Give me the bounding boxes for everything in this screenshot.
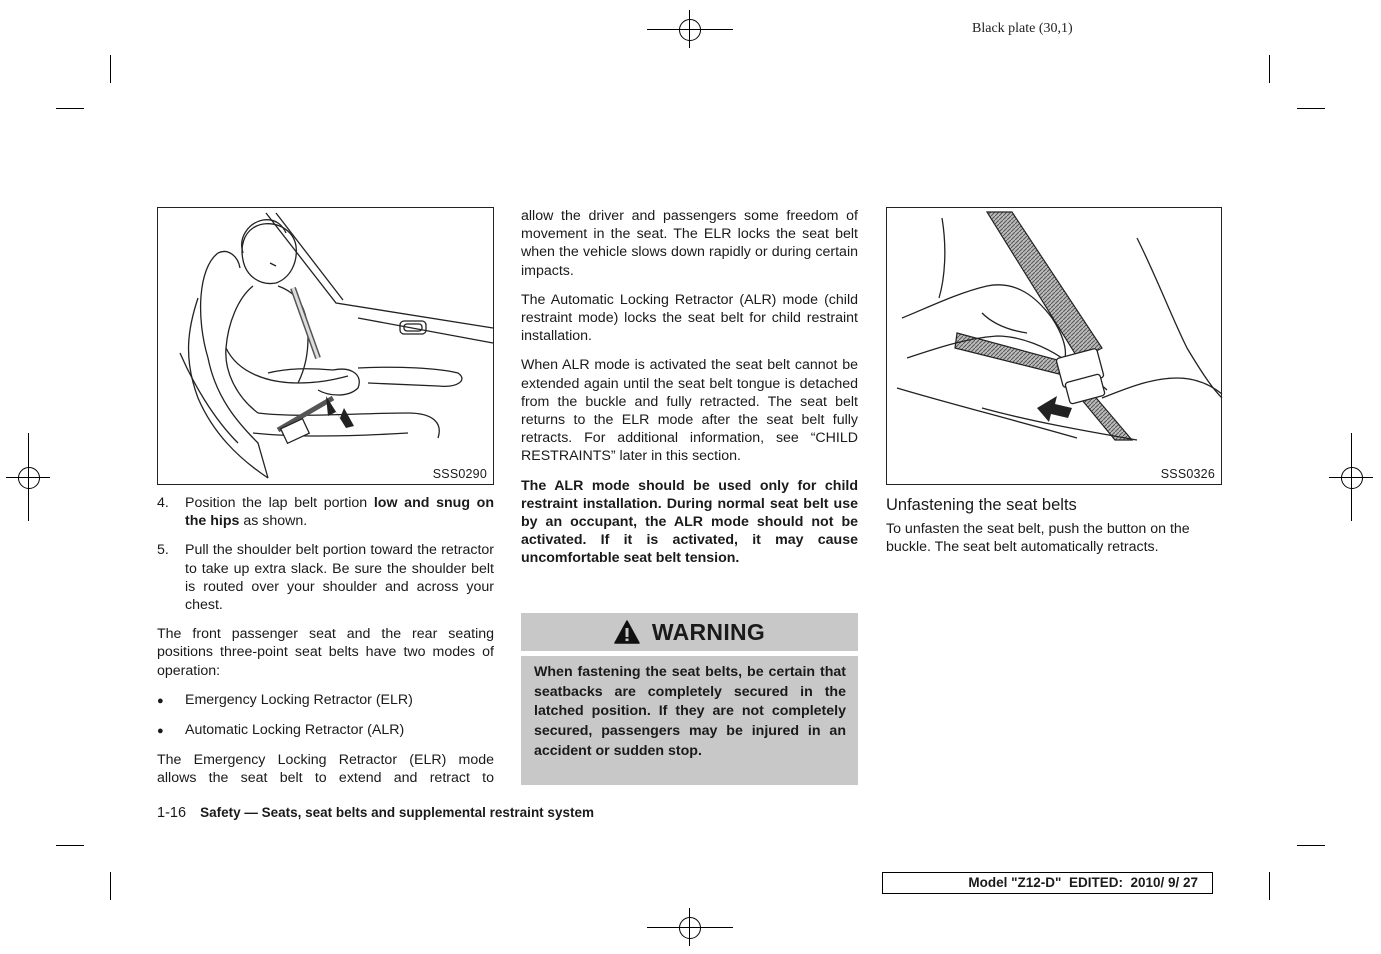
section-title: Unfastening the seat belts — [886, 496, 1077, 514]
column-middle — [521, 207, 858, 579]
step-number: 5. — [157, 542, 169, 559]
column-right — [886, 496, 1223, 568]
paragraph: The Emergency Locking Retractor (ELR) mode allows the seat belt to extend and retract to — [157, 752, 494, 787]
step-text-pre: Position the lap belt portion — [185, 495, 374, 511]
paragraph: The front passenger seat and the rear seating positions three-point seat belts have two modes of operation: — [157, 626, 494, 679]
page-number: 1-16 — [157, 805, 187, 821]
warning-title: WARNING — [651, 618, 766, 645]
figure-code: SSS0326 — [1160, 467, 1215, 481]
plate-label: Black plate (30,1) — [972, 21, 1073, 36]
step-number: 4. — [157, 495, 169, 511]
paragraph: When ALR mode is activated the seat belt cannot be extended again until the seat belt tongue is detached from the buckle and fully retracted. The seat belt returns to the ELR mode after the seat belt fully retracts. For additional information, see “CHILD RESTRAINTS” later in this section. — [521, 357, 858, 465]
figure-lap-belt — [157, 207, 494, 485]
bullet-item — [157, 691, 494, 710]
warning-header — [521, 613, 858, 651]
model-stamp — [882, 872, 1213, 894]
model-code: "Z12-D" — [1011, 875, 1062, 890]
step-text — [185, 494, 494, 530]
model-label: Model — [968, 875, 1012, 890]
paragraph: allow the driver and passengers some freedom of movement in the seat. The ELR locks the seat belt when the vehicle slows down rapidly or during certain impacts. — [521, 208, 858, 279]
buckle-illustration — [887, 208, 1223, 486]
page-footer — [157, 805, 594, 821]
step-4 — [157, 494, 494, 530]
lap-belt-illustration — [158, 208, 495, 486]
paragraph: The Automatic Locking Retractor (ALR) mode (child restraint mode) locks the seat belt for child restraint installation. — [521, 291, 858, 345]
footer-title: Safety — Seats, seat belts and supplemental restraint system — [200, 805, 594, 820]
bold-paragraph: The ALR mode should be used only for child restraint installation. During normal seat belt use by an occupant, the ALR mode should not be activated. If it is activated, it may cause uncomfortable seat belt tension. — [521, 477, 858, 567]
step-text: Pull the shoulder belt portion toward the retractor to take up extra slack. Be sure the shoulder belt is routed over your shoulder and across your chest. — [185, 542, 494, 614]
bullet-icon: ● — [157, 694, 164, 707]
step-text-post: as shown. — [239, 513, 308, 530]
bullet-text: Emergency Locking Retractor (ELR) — [185, 691, 413, 708]
column-left — [157, 494, 494, 799]
warning-triangle-icon — [614, 620, 640, 644]
figure-buckle — [886, 207, 1222, 485]
paragraph: To unfasten the seat belt, push the button on the buckle. The seat belt automatically retracts. — [886, 521, 1190, 556]
bullet-text: Automatic Locking Retractor (ALR) — [185, 722, 405, 739]
warning-body: When fastening the seat belts, be certain that seatbacks are completely secured in the latched position. If they are not completely secured, passengers may be injured in an accident or sudden stop. — [521, 656, 858, 785]
model-edited: EDITED: 2010/ 9/ 27 — [1061, 875, 1198, 890]
step-5 — [157, 541, 494, 614]
bullet-icon: ● — [157, 725, 164, 738]
figure-code: SSS0290 — [432, 467, 487, 481]
step-text-bold: low and snug on the hips — [185, 495, 495, 530]
bullet-item — [157, 721, 494, 740]
